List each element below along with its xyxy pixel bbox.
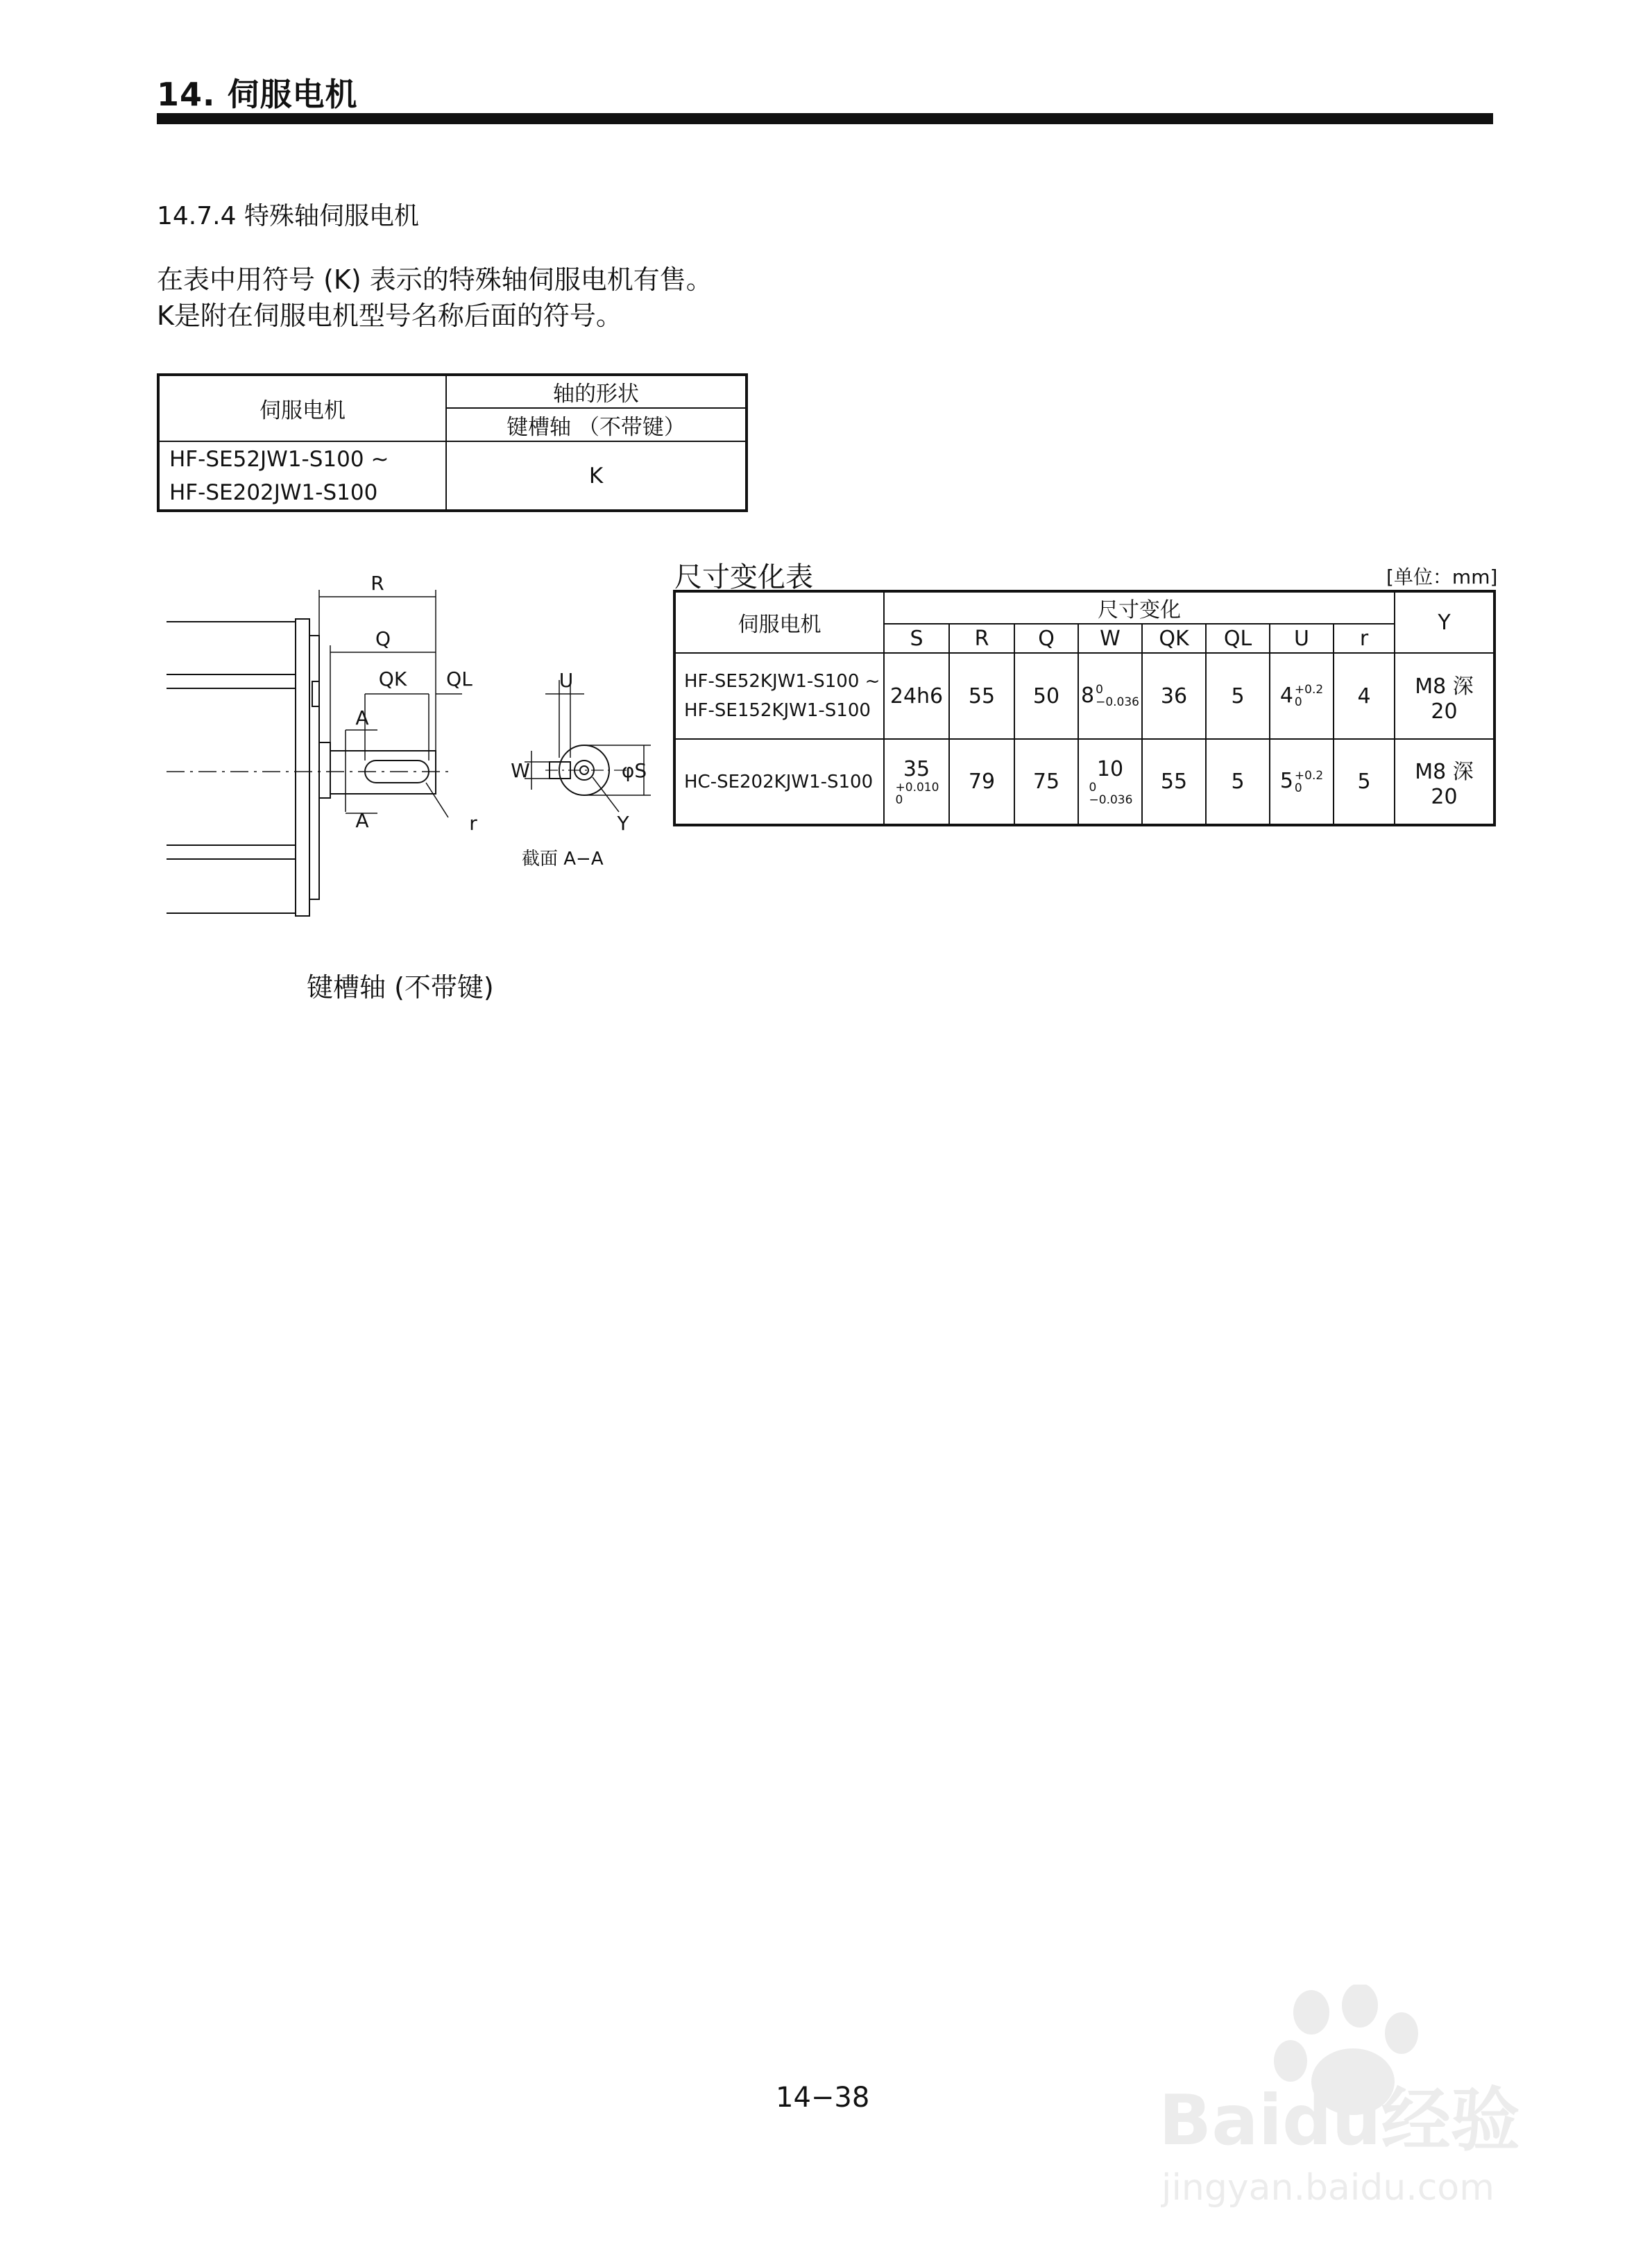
column-header-u: U	[1270, 624, 1334, 653]
cell-ql: 5	[1206, 739, 1270, 825]
tol-lower: 0	[1294, 695, 1302, 710]
cell-r: 55	[949, 653, 1014, 739]
cell-u	[1270, 653, 1334, 739]
shaft-table-model-line-2: HF-SE202JW1-S100	[169, 479, 378, 505]
shaft-type-table	[157, 373, 748, 512]
column-header-s: S	[884, 624, 949, 653]
header-rule	[157, 113, 1493, 124]
cell-w	[1078, 653, 1142, 739]
chapter-title: 14. 伺服电机	[157, 76, 358, 113]
page-number: 14−38	[776, 2082, 870, 2114]
motor-flange	[296, 619, 309, 916]
row-model	[674, 739, 884, 825]
label-y: Y	[617, 812, 629, 835]
column-header-ql: QL	[1206, 624, 1270, 653]
drawing-caption: 键槽轴 (不带键)	[307, 972, 494, 1003]
baidu-watermark	[1152, 1985, 1554, 2214]
shaft-table-shape-subheader: 键槽轴 （不带键）	[446, 408, 747, 441]
cell-w-tolerance	[1096, 683, 1139, 708]
cell-w-tolerance	[1089, 781, 1133, 806]
intro-line-2: K是附在伺服电机型号名称后面的符号。	[157, 300, 622, 331]
tol-upper: +0.010	[895, 781, 939, 795]
tol-lower: −0.036	[1089, 793, 1133, 808]
cell-qk: 55	[1142, 739, 1206, 825]
tol-upper: 0	[1089, 781, 1097, 795]
unit-note: [单位：mm]	[1386, 566, 1498, 588]
cell-ql: 5	[1206, 653, 1270, 739]
cell-w-value: 10	[1096, 756, 1124, 781]
cell-q: 50	[1014, 653, 1078, 739]
table-row	[674, 653, 1495, 739]
cell-w-value: 8	[1080, 683, 1095, 708]
column-header-r-radius: r	[1334, 624, 1395, 653]
table-row	[674, 739, 1495, 825]
section-title: 14.7.4 特殊轴伺服电机	[157, 202, 419, 230]
label-r-radius: r	[469, 812, 477, 835]
cell-y-line-1: M8 深	[1415, 760, 1474, 784]
label-q: Q	[375, 627, 391, 650]
keyed-shaft-drawing	[157, 569, 684, 930]
cell-y	[1395, 653, 1495, 739]
cell-y-line-2: 20	[1431, 785, 1458, 809]
cell-y-line-1: M8 深	[1415, 674, 1474, 699]
shaft-table-motor-header: 伺服电机	[158, 375, 446, 441]
cell-qk: 36	[1142, 653, 1206, 739]
cell-u-tolerance	[1295, 683, 1323, 708]
row-model-line-2: HF-SE152KJW1-S100	[684, 700, 871, 721]
row-model-line-1: HC-SE202KJW1-S100	[684, 771, 874, 792]
label-u: U	[559, 669, 574, 692]
watermark-url: jingyan.baidu.com	[1161, 2167, 1495, 2209]
dimension-table	[673, 590, 1496, 826]
column-header-r: R	[949, 624, 1014, 653]
motor-flange-step	[309, 636, 319, 899]
cell-r-radius: 5	[1334, 739, 1395, 825]
dimension-table-title: 尺寸变化表	[674, 561, 813, 593]
label-r: R	[371, 572, 384, 595]
shaft-table-model-line-1: HF-SE52JW1-S100 ~	[169, 446, 389, 472]
intro-line-1: 在表中用符号 (K) 表示的特殊轴伺服电机有售。	[157, 264, 713, 295]
cell-u-tolerance	[1295, 770, 1323, 795]
section-tap-hole-inner	[580, 766, 588, 774]
label-ql: QL	[446, 668, 472, 690]
tol-upper: 0	[1096, 683, 1103, 697]
cell-s-value: 35	[903, 756, 930, 781]
tol-upper: +0.2	[1294, 683, 1324, 697]
watermark-brand: Baidu经验	[1159, 2080, 1520, 2161]
shaft	[330, 751, 436, 794]
leader-r	[426, 783, 448, 817]
cell-u-value: 4	[1279, 683, 1293, 708]
cell-q: 75	[1014, 739, 1078, 825]
cell-y-line-2: 20	[1431, 699, 1458, 724]
cell-s	[884, 653, 949, 739]
tol-upper: +0.2	[1294, 768, 1324, 783]
flange-detail	[312, 681, 319, 706]
dimension-table-y-header: Y	[1395, 591, 1495, 653]
label-phis: φS	[621, 759, 647, 782]
label-a-bottom: A	[355, 809, 369, 832]
column-header-qk: QK	[1142, 624, 1206, 653]
cell-y	[1395, 739, 1495, 825]
tol-lower: 0	[895, 793, 903, 808]
cell-u	[1270, 739, 1334, 825]
label-w: W	[511, 759, 530, 782]
column-header-q: Q	[1014, 624, 1078, 653]
tol-lower: −0.036	[1096, 695, 1139, 710]
shaft-table-shape-header: 轴的形状	[446, 375, 747, 408]
cell-s	[884, 739, 949, 825]
cell-s-tolerance	[896, 781, 939, 806]
tol-lower: 0	[1294, 781, 1302, 795]
dimension-table-variation-header: 尺寸变化	[884, 591, 1395, 624]
shaft-shoulder	[319, 742, 330, 798]
dimension-table-motor-header: 伺服电机	[674, 591, 884, 653]
shaft-table-model-cell	[158, 441, 446, 511]
label-qk: QK	[378, 668, 407, 690]
cell-r-radius: 4	[1334, 653, 1395, 739]
label-a-top: A	[355, 706, 369, 729]
row-model-line-1: HF-SE52KJW1-S100 ~	[684, 671, 880, 692]
cell-r: 79	[949, 739, 1014, 825]
cell-w	[1078, 739, 1142, 825]
section-label: 截面 A−A	[522, 849, 604, 869]
shaft-table-symbol: K	[446, 441, 747, 511]
cell-s-value: 24h6	[889, 683, 944, 708]
column-header-w: W	[1078, 624, 1142, 653]
cell-u-value: 5	[1279, 769, 1293, 794]
row-model	[674, 653, 884, 739]
